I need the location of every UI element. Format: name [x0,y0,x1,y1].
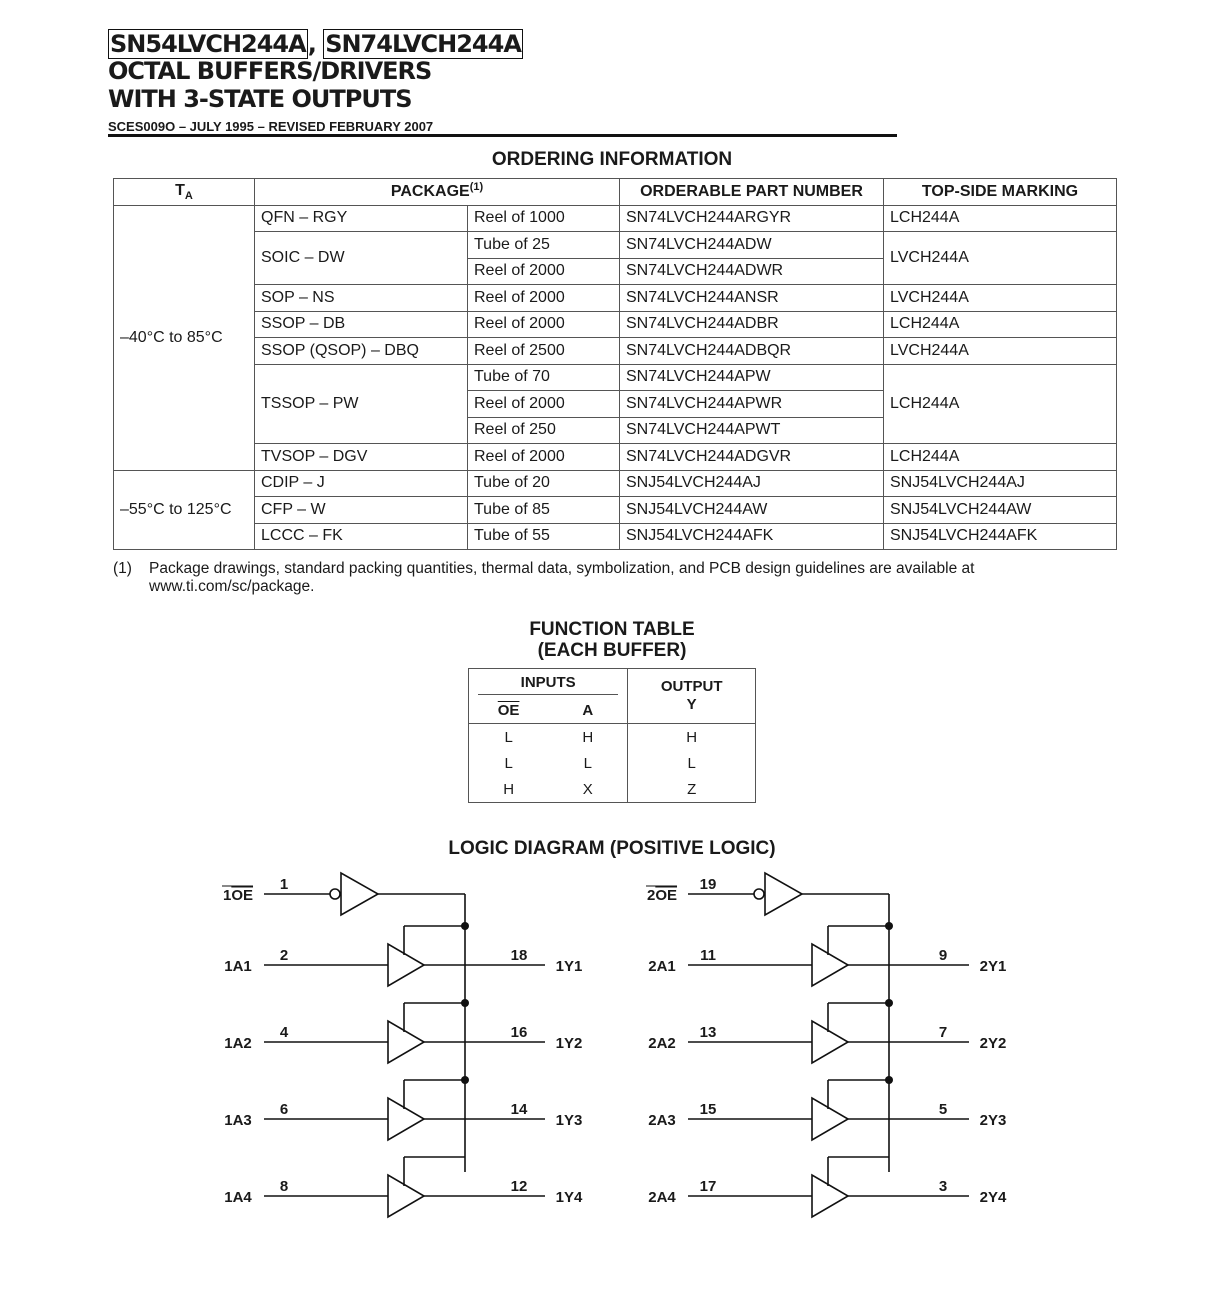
output-label: 2Y1 [979,958,1007,975]
input-label: 1A2 [224,1035,252,1052]
buffer-triangle [812,1021,848,1063]
output-label: 2Y4 [979,1189,1007,1206]
package-cell: TSSOP – PW [255,364,468,444]
footnote-text: Package drawings, standard packing quantities, thermal data, symbolization, and PCB design guidelines are available at www.ti.com/sc/package. [149,560,975,595]
quantity-cell: Reel of 2000 [468,285,620,312]
part-number-cell: SN74LVCH244APW [620,364,884,391]
quantity-cell: Tube of 55 [468,523,620,550]
pin-number: 13 [699,1024,717,1041]
a-header: A [548,697,628,724]
marking-cell: SNJ54LVCH244AFK [884,523,1117,550]
footnote-number: (1) [113,560,132,577]
package-cell: SOIC – DW [255,232,468,285]
quantity-cell: Tube of 85 [468,497,620,524]
quantity-cell: Reel of 2000 [468,391,620,418]
quantity-cell: Reel of 2000 [468,311,620,338]
temp-range-cell: –55°C to 125°C [114,470,255,550]
part-number-cell: SNJ54LVCH244AFK [620,523,884,550]
ordering-info-title: ORDERING INFORMATION [491,149,733,170]
package-cell: CFP – W [255,497,468,524]
part-number-cell: SN74LVCH244ADWR [620,258,884,285]
pin-number: 18 [510,947,528,964]
part-number-cell: SN74LVCH244ADBR [620,311,884,338]
input-label: 2A4 [648,1189,676,1206]
pin-number: 5 [938,1101,948,1118]
quantity-cell: Reel of 2000 [468,258,620,285]
header-package: PACKAGE$^{(1)}$ [255,179,620,206]
footnote-ref: (1) [469,180,484,193]
function-table-title: FUNCTION TABLE (EACH BUFFER) [529,619,695,661]
package-cell: LCCC – FK [255,523,468,550]
part-link-sn74[interactable]: SN74LVCH244A [325,30,521,58]
input-label: 2A3 [648,1112,676,1129]
input-label: 1A1 [224,958,252,975]
part-separator: , [307,30,316,58]
buffer-triangle [812,1175,848,1217]
pin-number: 1 [279,876,289,893]
quantity-cell: Reel of 1000 [468,205,620,232]
quantity-cell: Reel of 2000 [468,444,620,471]
pin-number: 17 [699,1178,717,1195]
inverting-bubble [754,889,764,899]
input-label: 2A1 [648,958,676,975]
part-number-cell: SN74LVCH244ADGVR [620,444,884,471]
buffer-triangle [388,1021,424,1063]
quantity-cell: Tube of 20 [468,470,620,497]
header-part-number: ORDERABLE PART NUMBER [620,179,884,206]
quantity-cell: Tube of 25 [468,232,620,259]
buffer-triangle [812,1098,848,1140]
marking-cell: SNJ54LVCH244AW [884,497,1117,524]
header-ta: $T_A$ [114,179,255,206]
output-label: 1Y4 [555,1189,583,1206]
pin-number: 7 [938,1024,948,1041]
pin-number: 19 [699,876,717,893]
pin-number: 4 [279,1024,289,1041]
pin-number: 14 [510,1101,528,1118]
marking-cell: LCH244A [884,205,1117,232]
pin-number: 16 [510,1024,528,1041]
part-number-cell: SN74LVCH244APWT [620,417,884,444]
package-cell: SSOP – DB [255,311,468,338]
output-label: 1Y1 [555,958,583,975]
input-label: 1A3 [224,1112,252,1129]
part-number-cell: SN74LVCH244ADBQR [620,338,884,365]
marking-cell: LCH244A [884,364,1117,444]
package-cell: TVSOP – DGV [255,444,468,471]
part-number-cell: SN74LVCH244APWR [620,391,884,418]
quantity-cell: Reel of 250 [468,417,620,444]
buffer-triangle [765,873,802,915]
marking-cell: LVCH244A [884,232,1117,285]
inputs-header: INPUTS [469,669,628,698]
package-cell: CDIP – J [255,470,468,497]
pin-number: 2 [279,947,289,964]
buffer-triangle [341,873,378,915]
pin-number: 15 [699,1101,717,1118]
oe-header: $\overline{OE}$ [497,701,520,719]
buffer-triangle [388,944,424,986]
inverting-bubble [330,889,340,899]
marking-cell: LCH244A [884,311,1117,338]
buffer-triangle [812,944,848,986]
output-label: 1Y3 [555,1112,583,1129]
marking-cell: LVCH244A [884,285,1117,312]
pin-number: 12 [510,1178,528,1195]
input-label: 2A2 [648,1035,676,1052]
enable-label: 1OE [222,887,254,904]
header-marking: TOP-SIDE MARKING [884,179,1117,206]
marking-cell: LVCH244A [884,338,1117,365]
buffer-triangle [388,1098,424,1140]
package-cell: SSOP (QSOP) – DBQ [255,338,468,365]
document-title-line1: OCTAL BUFFERS/DRIVERS [108,57,432,85]
package-cell: SOP – NS [255,285,468,312]
part-number-cell: SNJ54LVCH244AW [620,497,884,524]
package-cell: QFN – RGY [255,205,468,232]
output-label: 1Y2 [555,1035,583,1052]
part-link-sn54[interactable]: SN54LVCH244A [110,30,306,58]
output-label: 2Y2 [979,1035,1007,1052]
document-title-line2: WITH 3-STATE OUTPUTS [108,85,412,113]
part-number-cell: SN74LVCH244ARGYR [620,205,884,232]
enable-label: 2OE [646,887,678,904]
output-header: OUTPUT Y [660,678,723,713]
quantity-cell: Tube of 70 [468,364,620,391]
pin-number: 3 [938,1178,948,1195]
buffer-triangle [388,1175,424,1217]
marking-cell: LCH244A [884,444,1117,471]
pin-number: 6 [279,1101,289,1118]
part-number-cell: SNJ54LVCH244AJ [620,470,884,497]
table-row: L L L [469,750,756,776]
quantity-cell: Reel of 2500 [468,338,620,365]
pin-number: 8 [279,1178,289,1195]
logic-diagram-title: LOGIC DIAGRAM (POSITIVE LOGIC) [448,838,776,859]
temp-range-cell: –40°C to 85°C [114,205,255,470]
table-row: L H H [469,724,756,751]
pin-number: 9 [938,947,948,964]
pin-number: 11 [700,947,716,964]
output-label: 2Y3 [979,1112,1007,1129]
part-number-cell: SN74LVCH244ANSR [620,285,884,312]
document-number: SCES009O – JULY 1995 – REVISED FEBRUARY 2007 [108,119,434,134]
input-label: 1A4 [224,1189,252,1206]
part-number-cell: SN74LVCH244ADW [620,232,884,259]
table-row: H X Z [469,776,756,803]
marking-cell: SNJ54LVCH244AJ [884,470,1117,497]
